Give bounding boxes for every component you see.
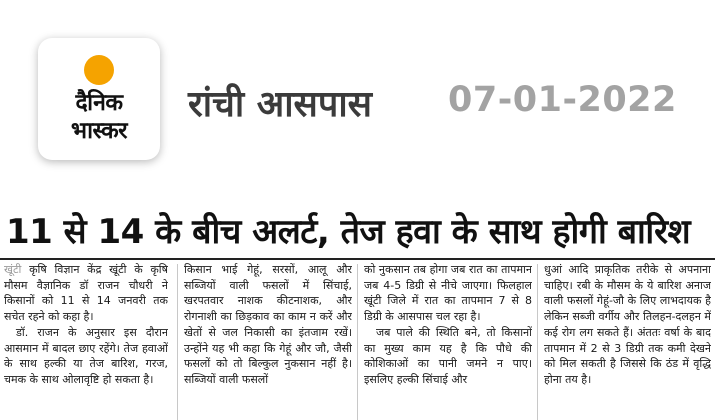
dainik-bhaskar-logo	[38, 38, 160, 160]
sun-icon	[84, 55, 114, 85]
article-column-4	[544, 262, 711, 420]
edition-date: 07-01-2022	[448, 80, 677, 120]
logo-text-line1: दैनिक	[75, 90, 123, 116]
article-paragraph: डॉ. राजन के अनुसार इस दौरान आसमान में बादल छाए रहेंगे। तेज हवाओं के साथ हल्की या तेज बारिश, गरज, चमक के साथ ओलावृष्टि हो सकता है।	[4, 325, 168, 386]
dateline: खूंटी	[4, 263, 22, 276]
article-paragraph: किसान भाई गेहूं, सरसों, आलू और सब्जियों वाली फसलों में सिंचाई, खरपतवार नाशक कीटनाशक, और रोगनाशी का छिड़काव का काम न करें और खेतों से जल निकासी का इंतजाम रखें। उन्होंने यह भी कहा कि गेहूं और जौ, जैसी फसलों को तो बिल्कुल नुकसान नहीं है। सब्जियों वाली फसलों	[184, 263, 352, 386]
article-column-3	[364, 262, 532, 420]
article-paragraph: को नुकसान तब होगा जब रात का तापमान जब 4-5 डिग्री से नीचे जाएगा। फिलहाल खूंटी जिले में रात का तापमान 7 से 8 डिग्री के आसपास चल रहा है।	[364, 263, 532, 324]
column-divider	[537, 264, 538, 420]
city-section-title: रांची आसपास	[188, 84, 373, 125]
article-headline: 11 से 14 के बीच अलर्ट, तेज हवा के साथ होगी बारिश	[6, 212, 691, 252]
headline-divider	[0, 258, 715, 260]
column-divider	[177, 264, 178, 420]
article-column-1	[4, 262, 168, 420]
column-divider	[357, 264, 358, 420]
article-paragraph: खूंटी कृषि विज्ञान केंद्र खूंटी के कृषि मौसम वैज्ञानिक डॉ राजन चौधरी ने किसानों को 11 से 14 जनवरी तक सचेत रहने को कहा है।	[4, 263, 168, 324]
logo-text-line2: भास्कर	[70, 118, 128, 144]
article-paragraph: धुआं आदि प्राकृतिक तरीके से अपनाना चाहिए। रबी के मौसम के ये बारिश अनाज वाली फसलों गेहूं-जौ के लिए लाभदायक है लेकिन सब्जी वर्गीय और तिलहन-दलहन में कई रोग लग सकते हैं। अंततः वर्षा के बाद तापमान में 2 से 3 डिग्री तक कमी देखने को मिल सकती है जिससे कि ठंड में वृद्धि होना तय है।	[544, 263, 711, 386]
masthead	[0, 0, 715, 196]
article-column-2	[184, 262, 352, 420]
article-paragraph: जब पाले की स्थिति बने, तो किसानों का मुख्य काम यह है कि पौधे की कोशिकाओं का पानी जमने न पाए। इसलिए हल्की सिंचाई और	[364, 325, 532, 386]
